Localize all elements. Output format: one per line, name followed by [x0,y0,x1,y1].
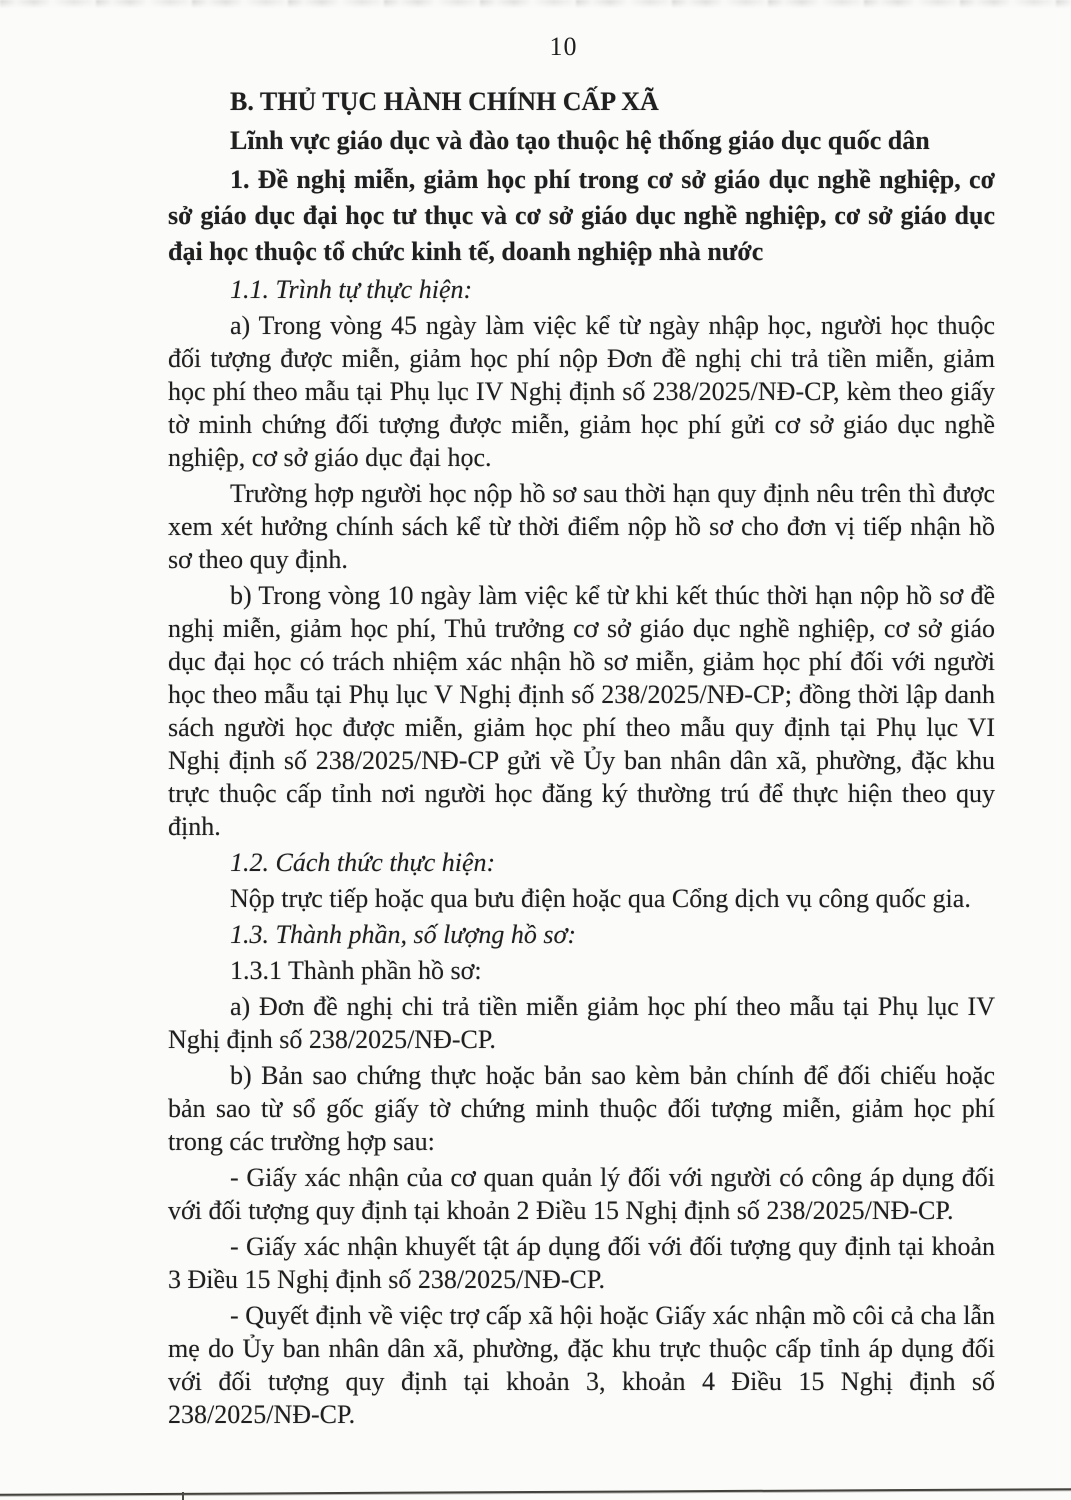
paragraph: B. THỦ TỤC HÀNH CHÍNH CẤP XÃ [230,87,659,116]
paragraph: - Giấy xác nhận của cơ quan quản lý đối với người có công áp dụng đối với đối tượng quy định tại khoản 2 Điều 15 Nghị định số 238/2025/NĐ-CP. [168,1163,995,1225]
paragraph: Trường hợp người học nộp hồ sơ sau thời hạn quy định nêu trên thì được xem xét hưởng chính sách kể từ thời điểm nộp hồ sơ cho đơn vị tiếp nhận hồ sơ theo quy định. [168,479,995,574]
scan-artifact-tick-mark [182,1492,184,1500]
paragraph: 1.2. Cách thức thực hiện: [230,848,496,877]
page-number: 10 [549,32,578,61]
paragraph: 1.3.1 Thành phần hồ sơ: [230,956,482,985]
paragraph: 1. Đề nghị miễn, giảm học phí trong cơ sở giáo dục nghề nghiệp, cơ sở giáo dục đại học tư thục và cơ sở giáo dục nghề nghiệp, cơ sở giáo dục đại học thuộc tổ chức kinh tế, doanh nghiệp nhà nước [168,165,995,266]
paragraph: a) Đơn đề nghị chi trả tiền miễn giảm học phí theo mẫu tại Phụ lục IV Nghị định số 238/2025/NĐ-CP. [168,992,995,1054]
paragraph: 1.1. Trình tự thực hiện: [230,275,473,304]
paragraph: b) Trong vòng 10 ngày làm việc kể từ khi kết thúc thời hạn nộp hồ sơ đề nghị miễn, giảm học phí, Thủ trưởng cơ sở giáo dục nghề nghiệp, cơ sở giáo dục đại học có trách nhiệm xác nhận hồ sơ miễn, giảm học phí đối với người học theo mẫu tại Phụ lục V Nghị định số 238/2025/NĐ-CP; đồng thời lập danh sách người học được miễn, giảm học phí theo mẫu quy định tại Phụ lục VI Nghị định số 238/2025/NĐ-CP gửi về Ủy ban nhân dân xã, phường, đặc khu trực thuộc cấp tỉnh nơi người học đăng ký thường trú để thực hiện theo quy định. [168,581,995,841]
paragraph: 1.3. Thành phần, số lượng hồ sơ: [230,920,577,949]
scan-artifact-bottom-line [0,1488,1071,1496]
paragraph: - Quyết định về việc trợ cấp xã hội hoặc Giấy xác nhận mồ côi cả cha lẫn mẹ do Ủy ban nhân dân xã, phường, đặc khu trực thuộc cấp tỉnh áp dụng đối với đối tượng quy định tại khoản 3, khoản 4 Điều 15 Nghị định số 238/2025/NĐ-CP. [168,1301,995,1429]
scan-artifact-top-band [0,0,1071,10]
paragraph: b) Bản sao chứng thực hoặc bản sao kèm bản chính để đối chiếu hoặc bản sao từ sổ gốc giấy tờ chứng minh thuộc đối tượng miễn, giảm học phí trong các trường hợp sau: [168,1061,995,1156]
paragraph: a) Trong vòng 45 ngày làm việc kể từ ngày nhập học, người học thuộc đối tượng được miễn, giảm học phí nộp Đơn đề nghị chi trả tiền miễn, giảm học phí theo mẫu tại Phụ lục IV Nghị định số 238/2025/NĐ-CP, kèm theo giấy tờ minh chứng đối tượng được miễn, giảm học phí gửi cơ sở giáo dục nghề nghiệp, cơ sở giáo dục đại học. [168,311,995,472]
paragraph: Nộp trực tiếp hoặc qua bưu điện hoặc qua Cổng dịch vụ công quốc gia. [230,884,971,913]
document-body [168,84,995,1431]
paragraph: Lĩnh vực giáo dục và đào tạo thuộc hệ thống giáo dục quốc dân [230,126,930,155]
paragraph: - Giấy xác nhận khuyết tật áp dụng đối với đối tượng quy định tại khoản 3 Điều 15 Nghị định số 238/2025/NĐ-CP. [168,1232,995,1294]
